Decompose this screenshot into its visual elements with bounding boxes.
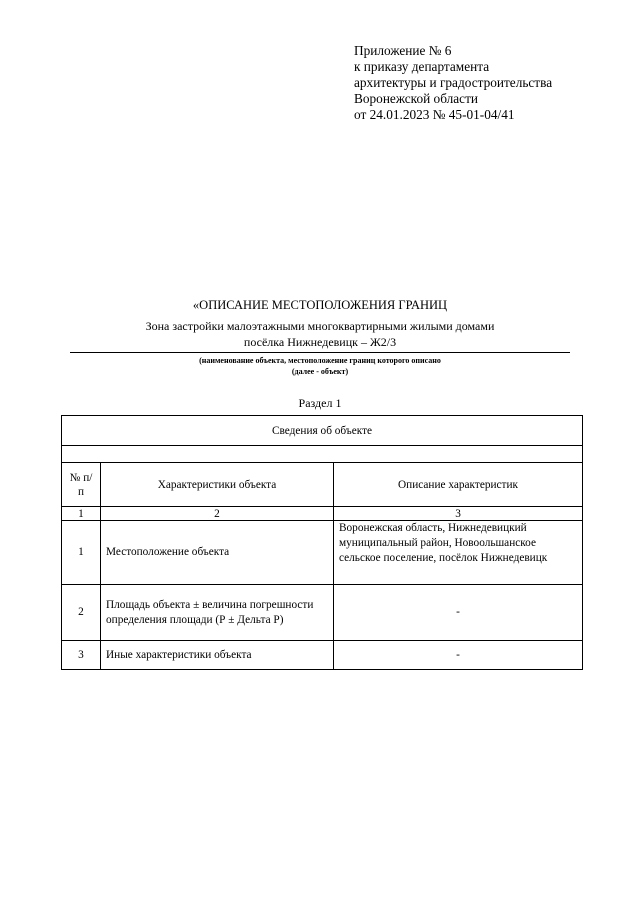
title-divider (70, 352, 570, 353)
caption-line-1: (наименование объекта, местоположение границ которого описано (199, 356, 441, 365)
object-info-table (61, 415, 583, 670)
row-num: 3 (62, 641, 101, 670)
caption-line-2: (далее - объект) (291, 367, 349, 376)
row-characteristic: Иные характеристики объекта (101, 641, 334, 670)
table-column-headers (62, 463, 583, 507)
table-index-row (62, 507, 583, 521)
appendix-line: Приложение № 6 (354, 43, 452, 58)
col-index: 3 (334, 507, 583, 521)
table-header: Сведения об объекте (62, 416, 583, 446)
row-description: Воронежская область, Нижнедевицкий муниципальный район, Новоольшанское сельское поселение, посёлок Нижнедевицк (334, 521, 583, 585)
table-row (62, 641, 583, 670)
object-name-line-2: посёлка Нижнедевицк – Ж2/3 (243, 335, 397, 349)
row-description: - (334, 641, 583, 670)
appendix-line: от 24.01.2023 № 45-01-04/41 (354, 107, 515, 122)
appendix-line: к приказу департамента (354, 59, 490, 74)
col-header-characteristic: Характеристики объекта (101, 463, 334, 507)
document-title: «ОПИСАНИЕ МЕСТОПОЛОЖЕНИЯ ГРАНИЦ (192, 298, 448, 312)
table-row (62, 521, 583, 585)
row-description: - (334, 585, 583, 641)
table-row (62, 585, 583, 641)
document-heading (70, 298, 570, 377)
appendix-line: Воронежской области (354, 91, 479, 106)
appendix-line: архитектуры и градостроительства (354, 75, 553, 90)
appendix-block (354, 43, 552, 123)
row-characteristic: Местоположение объекта (101, 521, 334, 585)
table-header-row (62, 416, 583, 446)
object-name-line-1: Зона застройки малоэтажными многоквартирными жилыми домами (145, 319, 495, 333)
row-num: 2 (62, 585, 101, 641)
col-header-description: Описание характеристик (334, 463, 583, 507)
row-characteristic: Площадь объекта ± величина погрешности определения площади (Р ± Дельта Р) (101, 585, 334, 641)
col-header-num: № п/п (62, 463, 101, 507)
row-num: 1 (62, 521, 101, 585)
table-blank-row (62, 446, 583, 463)
col-index: 2 (101, 507, 334, 521)
section-title: Раздел 1 (298, 396, 342, 410)
col-index: 1 (62, 507, 101, 521)
table-blank-cell (62, 446, 583, 463)
